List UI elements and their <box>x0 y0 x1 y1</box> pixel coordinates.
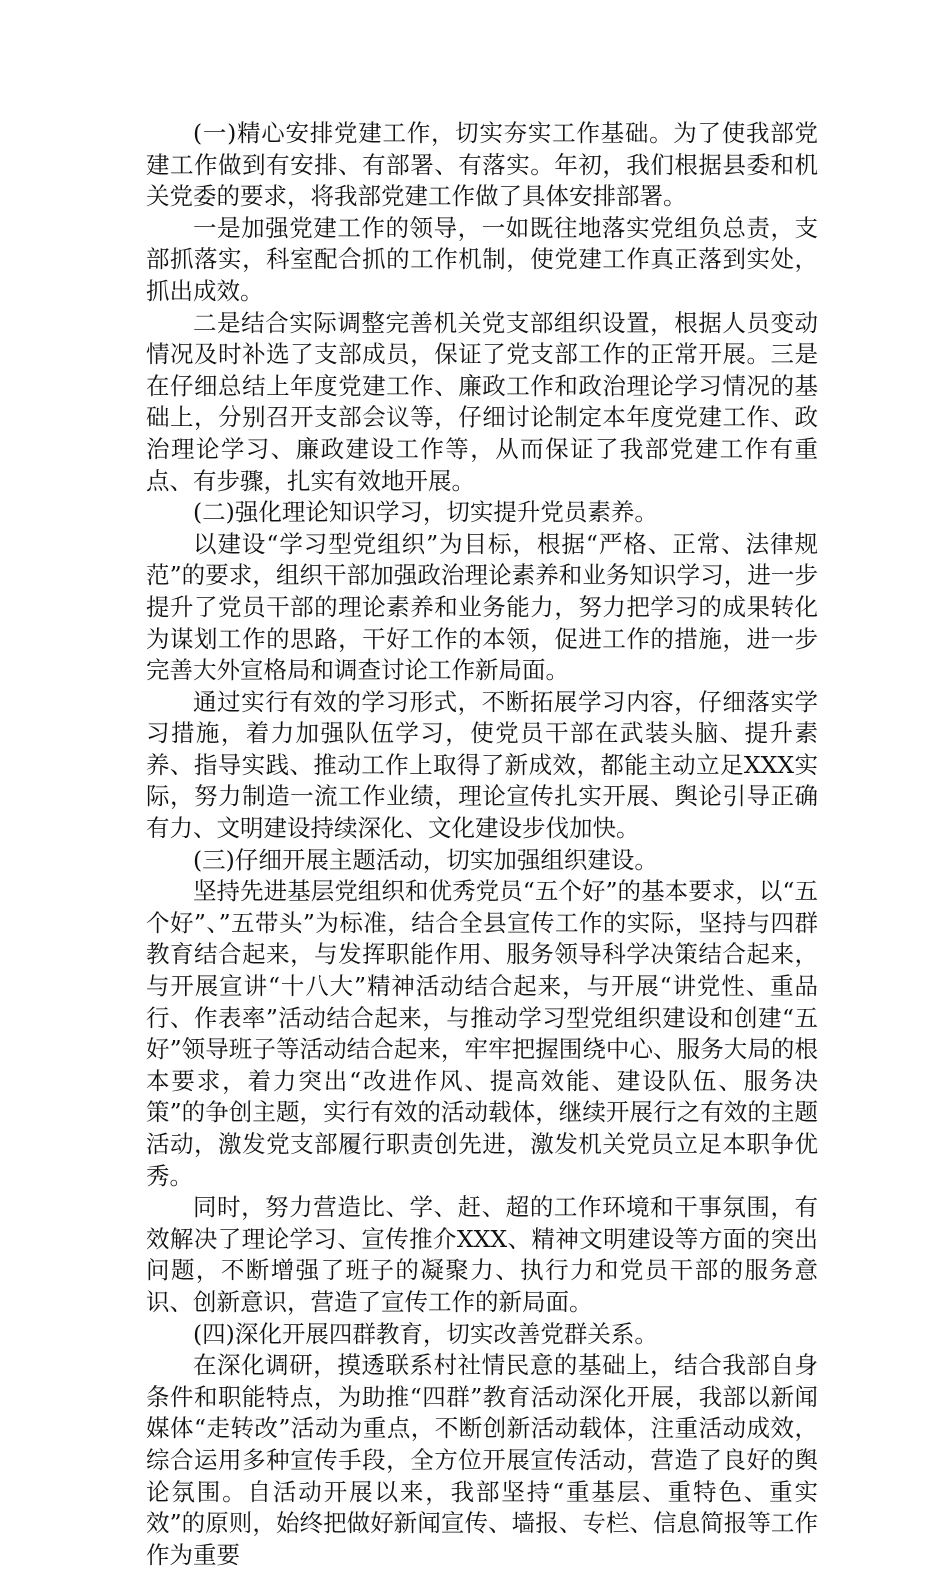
paragraph-6: 通过实行有效的学习形式，不断拓展学习内容，仔细落实学习措施，着力加强队伍学习，使党员干部在武装头脑、提升素养、指导实践、推动工作上取得了新成效，都能主动立足XXX实际，努力制造一流工作业绩，理论宣传扎实开展、舆论引导正确有力、文明建设持续深化、文化建设步伐加快。 <box>146 687 818 843</box>
document-body <box>146 118 818 1571</box>
paragraph-9: 同时，努力营造比、学、赶、超的工作环境和干事氛围，有效解决了理论学习、宣传推介XXX、精神文明建设等方面的突出问题，不断增强了班子的凝聚力、执行力和党员干部的服务意识、创新意识，营造了宣传工作的新局面。 <box>146 1193 818 1316</box>
paragraph-11: 在深化调研，摸透联系村社情民意的基础上，结合我部自身条件和职能特点，为助推“四群”教育活动深化开展，我部以新闻媒体“走转改”活动为重点，不断创新活动载体，注重活动成效，综合运用多种宣传手段，全方位开展宣传活动，营造了良好的舆论氛围。自活动开展以来，我部坚持“重基层、重特色、重实效”的原则，始终把做好新闻宣传、墙报、专栏、信息简报等工作作为重要 <box>146 1351 818 1569</box>
paragraph-7-heading: (三)仔细开展主题活动，切实加强组织建设。 <box>193 845 658 874</box>
paragraph-10-heading: (四)深化开展四群教育，切实改善党群关系。 <box>193 1319 658 1348</box>
paragraph-8: 坚持先进基层党组织和优秀党员“五个好”的基本要求，以“五个好”、”五带头”为标准，结合全县宣传工作的实际，坚持与四群教育结合起来，与发挥职能作用、服务领导科学决策结合起来，与开展宣讲“十八大”精神活动结合起来，与开展“讲党性、重品行、作表率”活动结合起来，与推动学习型党组织建设和创建“五好”领导班子等活动结合起来，牢牢把握围绕中心、服务大局的根本要求，着力突出“改进作风、提高效能、建设队伍、服务决策”的争创主题，实行有效的活动载体，继续开展行之有效的主题活动，激发党支部履行职责创先进，激发机关党员立足本职争优秀。 <box>146 877 818 1190</box>
paragraph-4-heading: (二)强化理论知识学习，切实提升党员素养。 <box>193 498 658 527</box>
paragraph-2: 一是加强党建工作的领导，一如既往地落实党组负总责，支部抓落实，科室配合抓的工作机制，使党建工作真正落到实处，抓出成效。 <box>146 213 818 305</box>
paragraph-1-heading: (一)精心安排党建工作，切实夯实工作基础。为了使我部党建工作做到有安排、有部署、有落实。年初，我们根据县委和机关党委的要求，将我部党建工作做了具体安排部署。 <box>146 119 818 211</box>
paragraph-5: 以建设“学习型党组织”为目标，根据“严格、正常、法律规范”的要求，组织干部加强政治理论素养和业务知识学习，进一步提升了党员干部的理论素养和业务能力，努力把学习的成果转化为谋划工作的思路，干好工作的本领，促进工作的措施，进一步完善大外宣格局和调查讨论工作新局面。 <box>146 529 818 685</box>
paragraph-3: 二是结合实际调整完善机关党支部组织设置，根据人员变动情况及时补选了支部成员，保证了党支部工作的正常开展。三是在仔细总结上年度党建工作、廉政工作和政治理论学习情况的基础上，分别召开支部会议等，仔细讨论制定本年度党建工作、政治理论学习、廉政建设工作等，从而保证了我部党建工作有重点、有步骤，扎实有效地开展。 <box>146 308 818 495</box>
